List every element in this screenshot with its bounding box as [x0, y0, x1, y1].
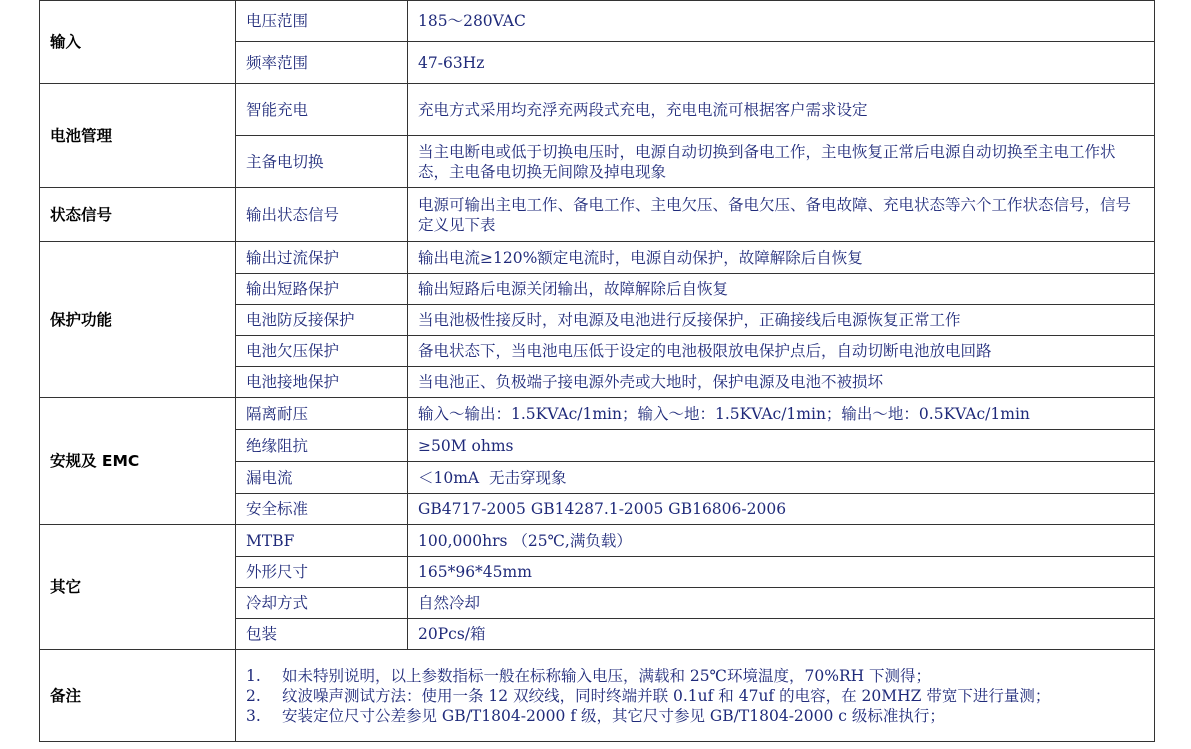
category-other: 其它 — [40, 525, 236, 650]
param-value: 自然冷却 — [408, 588, 1155, 619]
table-row — [40, 650, 1155, 742]
table-row — [40, 525, 1155, 557]
category-battery: 电池管理 — [40, 84, 236, 188]
category-input: 输入 — [40, 1, 236, 84]
param-value: 当电池正、负极端子接电源外壳或大地时，保护电源及电池不被损坏 — [408, 367, 1155, 398]
note-number: 1. — [246, 666, 261, 685]
param-value: 输入～输出：1.5KVAc/1min；输入～地：1.5KVAc/1min；输出～地：0.5KVAc/1min — [408, 398, 1155, 430]
param-value: 185～280VAC — [408, 1, 1155, 42]
remarks-notes — [236, 650, 1155, 742]
param-name: 绝缘阻抗 — [236, 430, 408, 462]
param-value: 备电状态下，当电池电压低于设定的电池极限放电保护点后，自动切断电池放电回路 — [408, 336, 1155, 367]
param-name: 外形尺寸 — [236, 557, 408, 588]
param-name: 包装 — [236, 619, 408, 650]
note-item — [246, 686, 1144, 706]
table-row — [40, 1, 1155, 42]
param-value: 20Pcs/箱 — [408, 619, 1155, 650]
note-item — [246, 666, 1144, 686]
param-name: 电池防反接保护 — [236, 305, 408, 336]
param-name: 输出短路保护 — [236, 274, 408, 305]
category-safety-emc: 安规及 EMC — [40, 398, 236, 525]
param-name: 主备电切换 — [236, 136, 408, 188]
param-value: 输出电流≥120%额定电流时，电源自动保护，故障解除后自恢复 — [408, 242, 1155, 274]
category-remarks: 备注 — [40, 650, 236, 742]
param-name: 频率范围 — [236, 42, 408, 84]
spec-table — [39, 0, 1155, 742]
param-value: 100,000hrs （25℃,满负载） — [408, 525, 1155, 557]
param-name: 安全标准 — [236, 494, 408, 525]
category-protection: 保护功能 — [40, 242, 236, 398]
note-text: 纹波噪声测试方法：使用一条 12 双绞线，同时终端并联 0.1uf 和 47uf 的电容，在 20MHZ 带宽下进行量测； — [282, 686, 1051, 705]
table-row — [40, 242, 1155, 274]
param-value: 电源可输出主电工作、备电工作、主电欠压、备电欠压、备电故障、充电状态等六个工作状态信号，信号定义见下表 — [408, 188, 1155, 242]
note-text: 如未特别说明，以上参数指标一般在标称输入电压，满载和 25℃环境温度，70%RH 下测得； — [282, 666, 932, 685]
param-name: 冷却方式 — [236, 588, 408, 619]
param-name: 隔离耐压 — [236, 398, 408, 430]
param-name: 漏电流 — [236, 462, 408, 494]
note-text: 安装定位尺寸公差参见 GB/T1804-2000 f 级，其它尺寸参见 GB/T1804-2000 c 级标准执行； — [282, 706, 945, 725]
param-value: ＜10mA 无击穿现象 — [408, 462, 1155, 494]
param-name: 输出状态信号 — [236, 188, 408, 242]
param-value: ≥50M ohms — [408, 430, 1155, 462]
param-name: 电压范围 — [236, 1, 408, 42]
param-value: GB4717-2005 GB14287.1-2005 GB16806-2006 — [408, 494, 1155, 525]
table-row — [40, 188, 1155, 242]
param-name: 电池接地保护 — [236, 367, 408, 398]
param-value: 当电池极性接反时，对电源及电池进行反接保护，正确接线后电源恢复正常工作 — [408, 305, 1155, 336]
param-value: 输出短路后电源关闭输出，故障解除后自恢复 — [408, 274, 1155, 305]
note-number: 2. — [246, 686, 261, 705]
param-name: MTBF — [236, 525, 408, 557]
param-value: 充电方式采用均充浮充两段式充电，充电电流可根据客户需求设定 — [408, 84, 1155, 136]
note-item — [246, 706, 1144, 726]
param-name: 输出过流保护 — [236, 242, 408, 274]
note-number: 3. — [246, 706, 261, 725]
category-status: 状态信号 — [40, 188, 236, 242]
param-value: 165*96*45mm — [408, 557, 1155, 588]
param-value: 47-63Hz — [408, 42, 1155, 84]
param-name: 电池欠压保护 — [236, 336, 408, 367]
table-row — [40, 398, 1155, 430]
param-name: 智能充电 — [236, 84, 408, 136]
param-value: 当主电断电或低于切换电压时，电源自动切换到备电工作，主电恢复正常后电源自动切换至主电工作状态，主电备电切换无间隙及掉电现象 — [408, 136, 1155, 188]
table-row — [40, 84, 1155, 136]
